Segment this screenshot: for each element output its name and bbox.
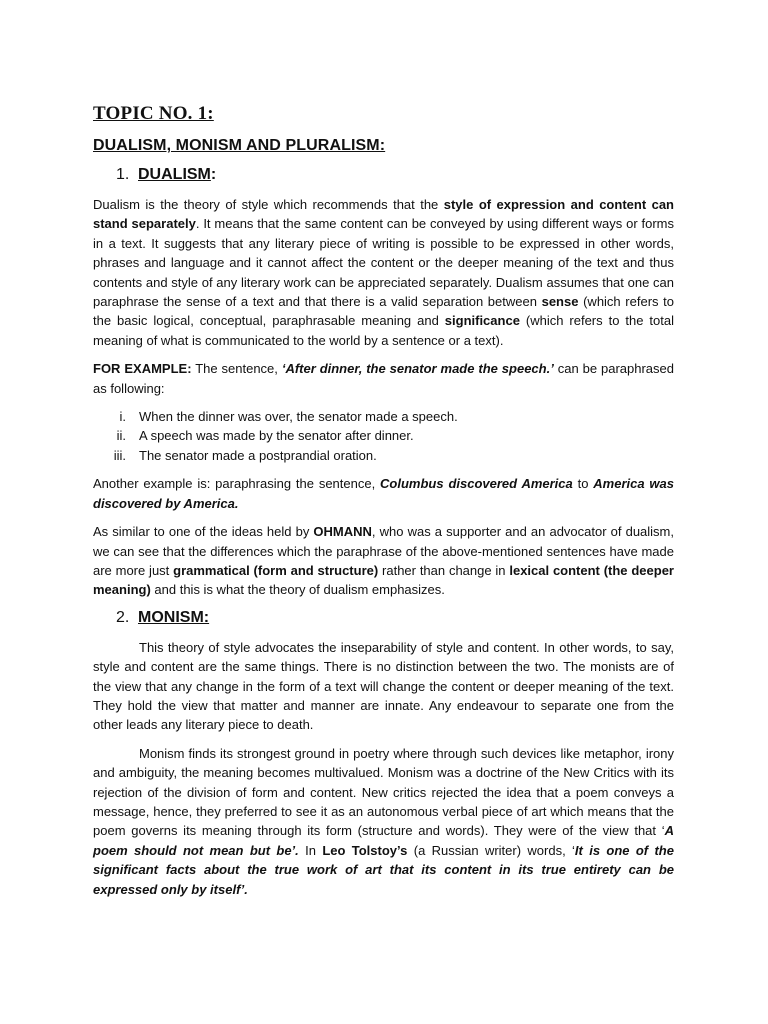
list-item: iii. The senator made a postprandial oration.	[113, 447, 377, 463]
paraphrase-list	[93, 407, 674, 465]
section-title: MONISM:	[138, 608, 210, 626]
document-content	[93, 103, 674, 908]
topic-title: TOPIC NO. 1:	[93, 103, 214, 124]
section-heading-monism	[93, 609, 674, 627]
dualism-paragraph-1: Dualism is the theory of style which recommends that the style of expression and content can stand separately. It means that the same content can be conveyed by using different ways or forms in a text. It suggests that any literary piece of writing is possible to be expressed in other words, phrases and language and it cannot affect the content or the deeper meaning of the text and thus contents and style of any literary work can be appreciated separately. Dualism assumes that one can paraphrase the sense of a text and that there is a valid separation between sense (which refers to the basic logical, conceptual, paraphrasable meaning and significance (which refers to the total meaning of what is communicated to the world by a sentence or a text).	[93, 197, 675, 348]
section-number: 2.	[116, 608, 130, 626]
subtitle: DUALISM, MONISM AND PLURALISM:	[93, 137, 386, 154]
section-title: DUALISM	[138, 166, 211, 183]
section-title-colon: :	[210, 166, 217, 183]
list-item: i. When the dinner was over, the senator made a speech.	[119, 409, 458, 425]
ohmann-paragraph: As similar to one of the ideas held by OHMANN, who was a supporter and an advocator of dualism, we can see that the differences which the paraphrase of the above-mentioned sentences have made are more just grammatical (form and structure) rather than change in lexical content (the deeper meaning) and this is what the theory of dualism emphasizes.	[93, 524, 674, 598]
section-heading-dualism	[93, 166, 674, 184]
monism-paragraph-2: Monism finds its strongest ground in poetry where through such devices like metaphor, irony and ambiguity, the meaning becomes multivalued. Monism was a doctrine of the New Critics with its rejection of the division of form and content. New critics rejected the idea that a poem conveys a message, hence, they preferred to see it as an autonomous verbal piece of art which means that the poem governs its meaning through its form (structure and words). They were of the view that ‘A poem should not mean but be’. In Leo Tolstoy’s (a Russian writer) words, ‘It is one of the significant facts about the true work of art that its content in its true entirety can be expressed only by itself’.	[93, 745, 674, 897]
list-item: ii. A speech was made by the senator after dinner.	[116, 428, 414, 444]
section-number: 1.	[116, 166, 130, 183]
another-example-paragraph: Another example is: paraphrasing the sentence, Columbus discovered America to America was discovered by America.	[93, 476, 675, 511]
monism-paragraph-1: This theory of style advocates the inseparability of style and content. In other words, to say, style and content are the same things. There is no distinction between the two. The monists are of the view that any change in the form of a text will change the content or deeper meaning of the text. They hold the view that matter and manner are innate. Any endeavour to separate one from the other leads any literary piece to death.	[93, 639, 674, 733]
example-paragraph: FOR EXAMPLE: The sentence, ‘After dinner, the senator made the speech.’ can be paraphrased as following:	[93, 361, 674, 396]
